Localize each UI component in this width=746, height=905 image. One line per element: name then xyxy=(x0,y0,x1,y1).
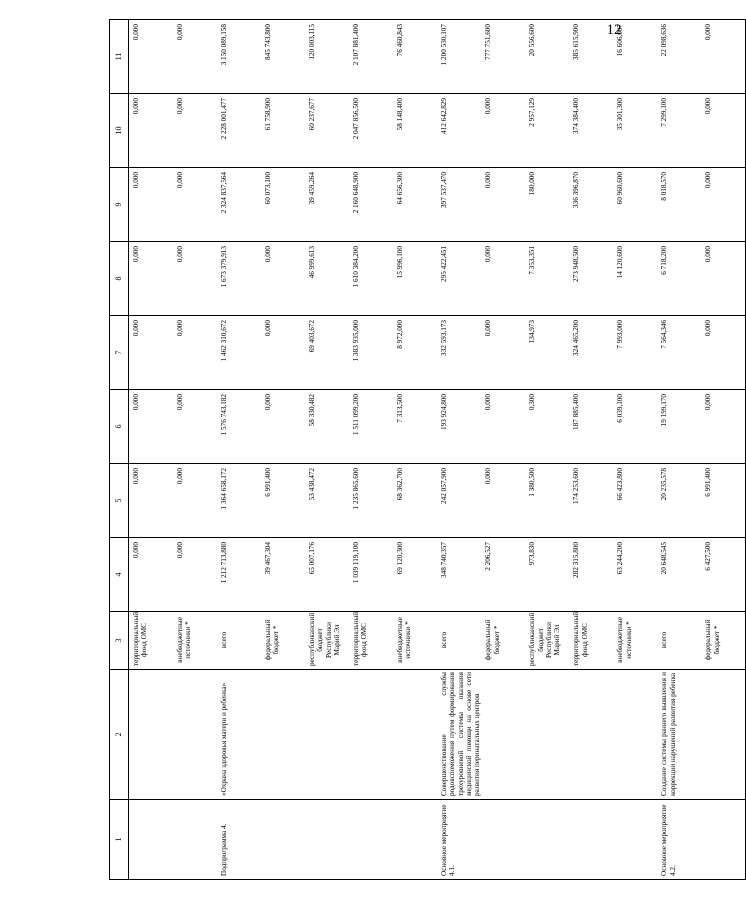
amount-cell: 2 206,527 xyxy=(481,538,525,612)
program-label-cell: Основное мероприятие 4.2. xyxy=(657,800,701,880)
funding-source-cell: федеральный бюджет * xyxy=(701,612,746,670)
amount-cell: 0,000 xyxy=(129,464,174,538)
funding-source-cell: внебюджетные источники * xyxy=(613,612,657,670)
amount-cell: 66 423,800 xyxy=(613,464,657,538)
amount-cell: 0,000 xyxy=(701,94,746,168)
program-label-cell xyxy=(525,800,569,880)
amount-cell: 0,000 xyxy=(173,464,217,538)
column-header: 10 xyxy=(110,94,129,168)
amount-cell: 1 383 935,000 xyxy=(349,316,393,390)
funding-source-cell: республиканский бюджет Республики Марий Эл xyxy=(305,612,349,670)
funding-source-cell: всего xyxy=(657,612,701,670)
amount-cell: 20 235,578 xyxy=(657,464,701,538)
amount-cell: 60 960,600 xyxy=(613,168,657,242)
table-row xyxy=(305,20,349,880)
amount-cell: 0,000 xyxy=(129,94,174,168)
amount-cell: 0,000 xyxy=(261,242,305,316)
column-header: 3 xyxy=(110,612,129,670)
amount-cell: 6 991,400 xyxy=(701,464,746,538)
amount-cell: 0,000 xyxy=(129,168,174,242)
table-row xyxy=(217,20,261,880)
funding-source-cell: внебюджетные источники * xyxy=(393,612,437,670)
program-name-cell xyxy=(305,670,349,800)
column-header: 4 xyxy=(110,538,129,612)
amount-cell: 2 107 881,400 xyxy=(349,20,393,94)
amount-cell: 0,000 xyxy=(129,390,174,464)
amount-cell: 845 743,800 xyxy=(261,20,305,94)
funding-source-cell: всего xyxy=(217,612,261,670)
amount-cell: 273 948,500 xyxy=(569,242,613,316)
amount-cell: 7 993,000 xyxy=(613,316,657,390)
program-label-cell xyxy=(129,800,174,880)
page-number: 12 xyxy=(606,22,622,38)
program-name-cell xyxy=(173,670,217,800)
funding-source-cell: федеральный бюджет * xyxy=(481,612,525,670)
table-row xyxy=(569,20,613,880)
amount-cell: 7 564,346 xyxy=(657,316,701,390)
program-label-cell xyxy=(569,800,613,880)
amount-cell: 973,830 xyxy=(525,538,569,612)
amount-cell: 295 422,451 xyxy=(437,242,481,316)
amount-cell: 0,000 xyxy=(129,20,174,94)
amount-cell: 0,000 xyxy=(173,168,217,242)
table-row xyxy=(481,20,525,880)
amount-cell: 69 403,672 xyxy=(305,316,349,390)
amount-cell: 1 380,500 xyxy=(525,464,569,538)
column-header: 2 xyxy=(110,670,129,800)
amount-cell: 374 384,400 xyxy=(569,94,613,168)
amount-cell: 1 576 743,182 xyxy=(217,390,261,464)
amount-cell: 0,000 xyxy=(173,20,217,94)
amount-cell: 1 235 865,600 xyxy=(349,464,393,538)
program-name-cell xyxy=(393,670,437,800)
program-label-cell xyxy=(393,800,437,880)
amount-cell: 397 537,470 xyxy=(437,168,481,242)
amount-cell: 336 396,870 xyxy=(569,168,613,242)
amount-cell: 0,000 xyxy=(701,390,746,464)
amount-cell: 46 999,613 xyxy=(305,242,349,316)
amount-cell: 58 330,482 xyxy=(305,390,349,464)
funding-source-cell: территориальный фонд ОМС xyxy=(569,612,613,670)
amount-cell: 2 957,129 xyxy=(525,94,569,168)
amount-cell: 0,000 xyxy=(701,242,746,316)
amount-cell: 0,000 xyxy=(481,94,525,168)
amount-cell: 0,000 xyxy=(129,538,174,612)
column-header: 5 xyxy=(110,464,129,538)
amount-cell: 14 120,600 xyxy=(613,242,657,316)
program-name-cell: Совершенствование службы родовспоможения путем формирования трехуровневой системы оказания медицинской помощи на основе сети развития перинатальных центров xyxy=(437,670,481,800)
funding-source-cell: всего xyxy=(437,612,481,670)
amount-cell: 7 313,500 xyxy=(393,390,437,464)
amount-cell: 193 924,800 xyxy=(437,390,481,464)
amount-cell: 15 996,100 xyxy=(393,242,437,316)
amount-cell: 0,000 xyxy=(481,390,525,464)
column-header: 6 xyxy=(110,390,129,464)
amount-cell: 39 467,304 xyxy=(261,538,305,612)
program-name-cell xyxy=(349,670,393,800)
amount-cell: 412 642,829 xyxy=(437,94,481,168)
amount-cell: 0,000 xyxy=(261,316,305,390)
funding-source-cell: федеральный бюджет * xyxy=(261,612,305,670)
amount-cell: 1 511 099,200 xyxy=(349,390,393,464)
amount-cell: 134,973 xyxy=(525,316,569,390)
amount-cell: 60 237,677 xyxy=(305,94,349,168)
amount-cell: 7 353,351 xyxy=(525,242,569,316)
amount-cell: 60 073,100 xyxy=(261,168,305,242)
amount-cell: 7 299,100 xyxy=(657,94,701,168)
table-row xyxy=(525,20,569,880)
amount-cell: 180,000 xyxy=(525,168,569,242)
amount-cell: 0,000 xyxy=(701,168,746,242)
amount-cell: 22 098,636 xyxy=(657,20,701,94)
table-row xyxy=(701,20,746,880)
amount-cell: 0,000 xyxy=(173,242,217,316)
amount-cell: 35 301,300 xyxy=(613,94,657,168)
amount-cell: 8 018,570 xyxy=(657,168,701,242)
program-name-cell: «Охрана здоровья матери и ребенка» xyxy=(217,670,261,800)
amount-cell: 348 740,357 xyxy=(437,538,481,612)
amount-cell: 0,000 xyxy=(173,316,217,390)
amount-cell: 174 253,600 xyxy=(569,464,613,538)
program-label-cell xyxy=(305,800,349,880)
amount-cell: 6 427,500 xyxy=(701,538,746,612)
program-label-cell xyxy=(173,800,217,880)
amount-cell: 1 039 119,100 xyxy=(349,538,393,612)
amount-cell: 1 200 530,107 xyxy=(437,20,481,94)
amount-cell: 242 057,900 xyxy=(437,464,481,538)
amount-cell: 0,000 xyxy=(173,538,217,612)
program-name-cell xyxy=(525,670,569,800)
column-number-row xyxy=(110,20,129,880)
amount-cell: 2 324 837,564 xyxy=(217,168,261,242)
table-row xyxy=(657,20,701,880)
amount-cell: 76 460,843 xyxy=(393,20,437,94)
amount-cell: 1 212 713,880 xyxy=(217,538,261,612)
program-name-cell xyxy=(701,670,746,800)
column-header: 7 xyxy=(110,316,129,390)
table-row xyxy=(129,20,174,880)
table-row xyxy=(437,20,481,880)
amount-cell: 777 751,600 xyxy=(481,20,525,94)
table-row xyxy=(393,20,437,880)
budget-table xyxy=(109,19,746,880)
amount-cell: 0,000 xyxy=(481,316,525,390)
amount-cell: 0,000 xyxy=(481,464,525,538)
amount-cell: 68 362,700 xyxy=(393,464,437,538)
amount-cell: 63 244,200 xyxy=(613,538,657,612)
amount-cell: 53 438,472 xyxy=(305,464,349,538)
amount-cell: 20 648,545 xyxy=(657,538,701,612)
amount-cell: 61 758,900 xyxy=(261,94,305,168)
amount-cell: 0,000 xyxy=(261,390,305,464)
amount-cell: 39 459,264 xyxy=(305,168,349,242)
amount-cell: 16 606,007 xyxy=(613,20,657,94)
funding-source-cell: территориальный фонд ОМС xyxy=(349,612,393,670)
amount-cell: 19 199,170 xyxy=(657,390,701,464)
amount-cell: 1 610 384,200 xyxy=(349,242,393,316)
funding-source-cell: территориальный фонд ОМС xyxy=(129,612,174,670)
column-header: 11 xyxy=(110,20,129,94)
amount-cell: 0,000 xyxy=(173,390,217,464)
amount-cell: 1 462 310,672 xyxy=(217,316,261,390)
amount-cell: 0,000 xyxy=(173,94,217,168)
column-header: 1 xyxy=(110,800,129,880)
column-header: 9 xyxy=(110,168,129,242)
program-label-cell xyxy=(261,800,305,880)
amount-cell: 20 556,600 xyxy=(525,20,569,94)
amount-cell: 6 718,200 xyxy=(657,242,701,316)
table-row xyxy=(349,20,393,880)
table-row xyxy=(173,20,217,880)
program-name-cell: Создание системы раннего выявления и коррекции нарушений развития ребенка xyxy=(657,670,701,800)
column-header: 8 xyxy=(110,242,129,316)
amount-cell: 0,000 xyxy=(701,316,746,390)
program-label-cell: Подпрограмма 4. xyxy=(217,800,261,880)
table-row xyxy=(613,20,657,880)
amount-cell: 69 120,300 xyxy=(393,538,437,612)
amount-cell: 0,000 xyxy=(481,242,525,316)
amount-cell: 282 315,800 xyxy=(569,538,613,612)
amount-cell: 3 150 089,158 xyxy=(217,20,261,94)
program-name-cell xyxy=(613,670,657,800)
budget-table-container xyxy=(109,20,721,880)
funding-source-cell: республиканский бюджет Республики Марий Эл xyxy=(525,612,569,670)
program-name-cell xyxy=(129,670,174,800)
amount-cell: 385 615,900 xyxy=(569,20,613,94)
amount-cell: 1 364 658,172 xyxy=(217,464,261,538)
amount-cell: 58 148,400 xyxy=(393,94,437,168)
amount-cell: 187 885,400 xyxy=(569,390,613,464)
program-label-cell xyxy=(613,800,657,880)
program-name-cell xyxy=(569,670,613,800)
amount-cell: 0,000 xyxy=(481,168,525,242)
amount-cell: 0,000 xyxy=(701,20,746,94)
program-label-cell xyxy=(701,800,746,880)
amount-cell: 120 003,115 xyxy=(305,20,349,94)
amount-cell: 64 656,300 xyxy=(393,168,437,242)
amount-cell: 324 465,200 xyxy=(569,316,613,390)
program-label-cell xyxy=(349,800,393,880)
amount-cell: 332 593,173 xyxy=(437,316,481,390)
amount-cell: 0,000 xyxy=(129,242,174,316)
program-label-cell xyxy=(481,800,525,880)
table-body xyxy=(129,20,746,880)
program-name-cell xyxy=(481,670,525,800)
amount-cell: 6 991,400 xyxy=(261,464,305,538)
table-row xyxy=(261,20,305,880)
funding-source-cell: внебюджетные источники * xyxy=(173,612,217,670)
program-label-cell: Основное мероприятие 4.1. xyxy=(437,800,481,880)
amount-cell: 2 047 856,500 xyxy=(349,94,393,168)
program-name-cell xyxy=(261,670,305,800)
amount-cell: 0,000 xyxy=(129,316,174,390)
amount-cell: 8 972,000 xyxy=(393,316,437,390)
amount-cell: 2 160 648,900 xyxy=(349,168,393,242)
amount-cell: 0,300 xyxy=(525,390,569,464)
amount-cell: 1 673 379,913 xyxy=(217,242,261,316)
amount-cell: 2 228 001,477 xyxy=(217,94,261,168)
amount-cell: 65 007,176 xyxy=(305,538,349,612)
amount-cell: 6 039,100 xyxy=(613,390,657,464)
